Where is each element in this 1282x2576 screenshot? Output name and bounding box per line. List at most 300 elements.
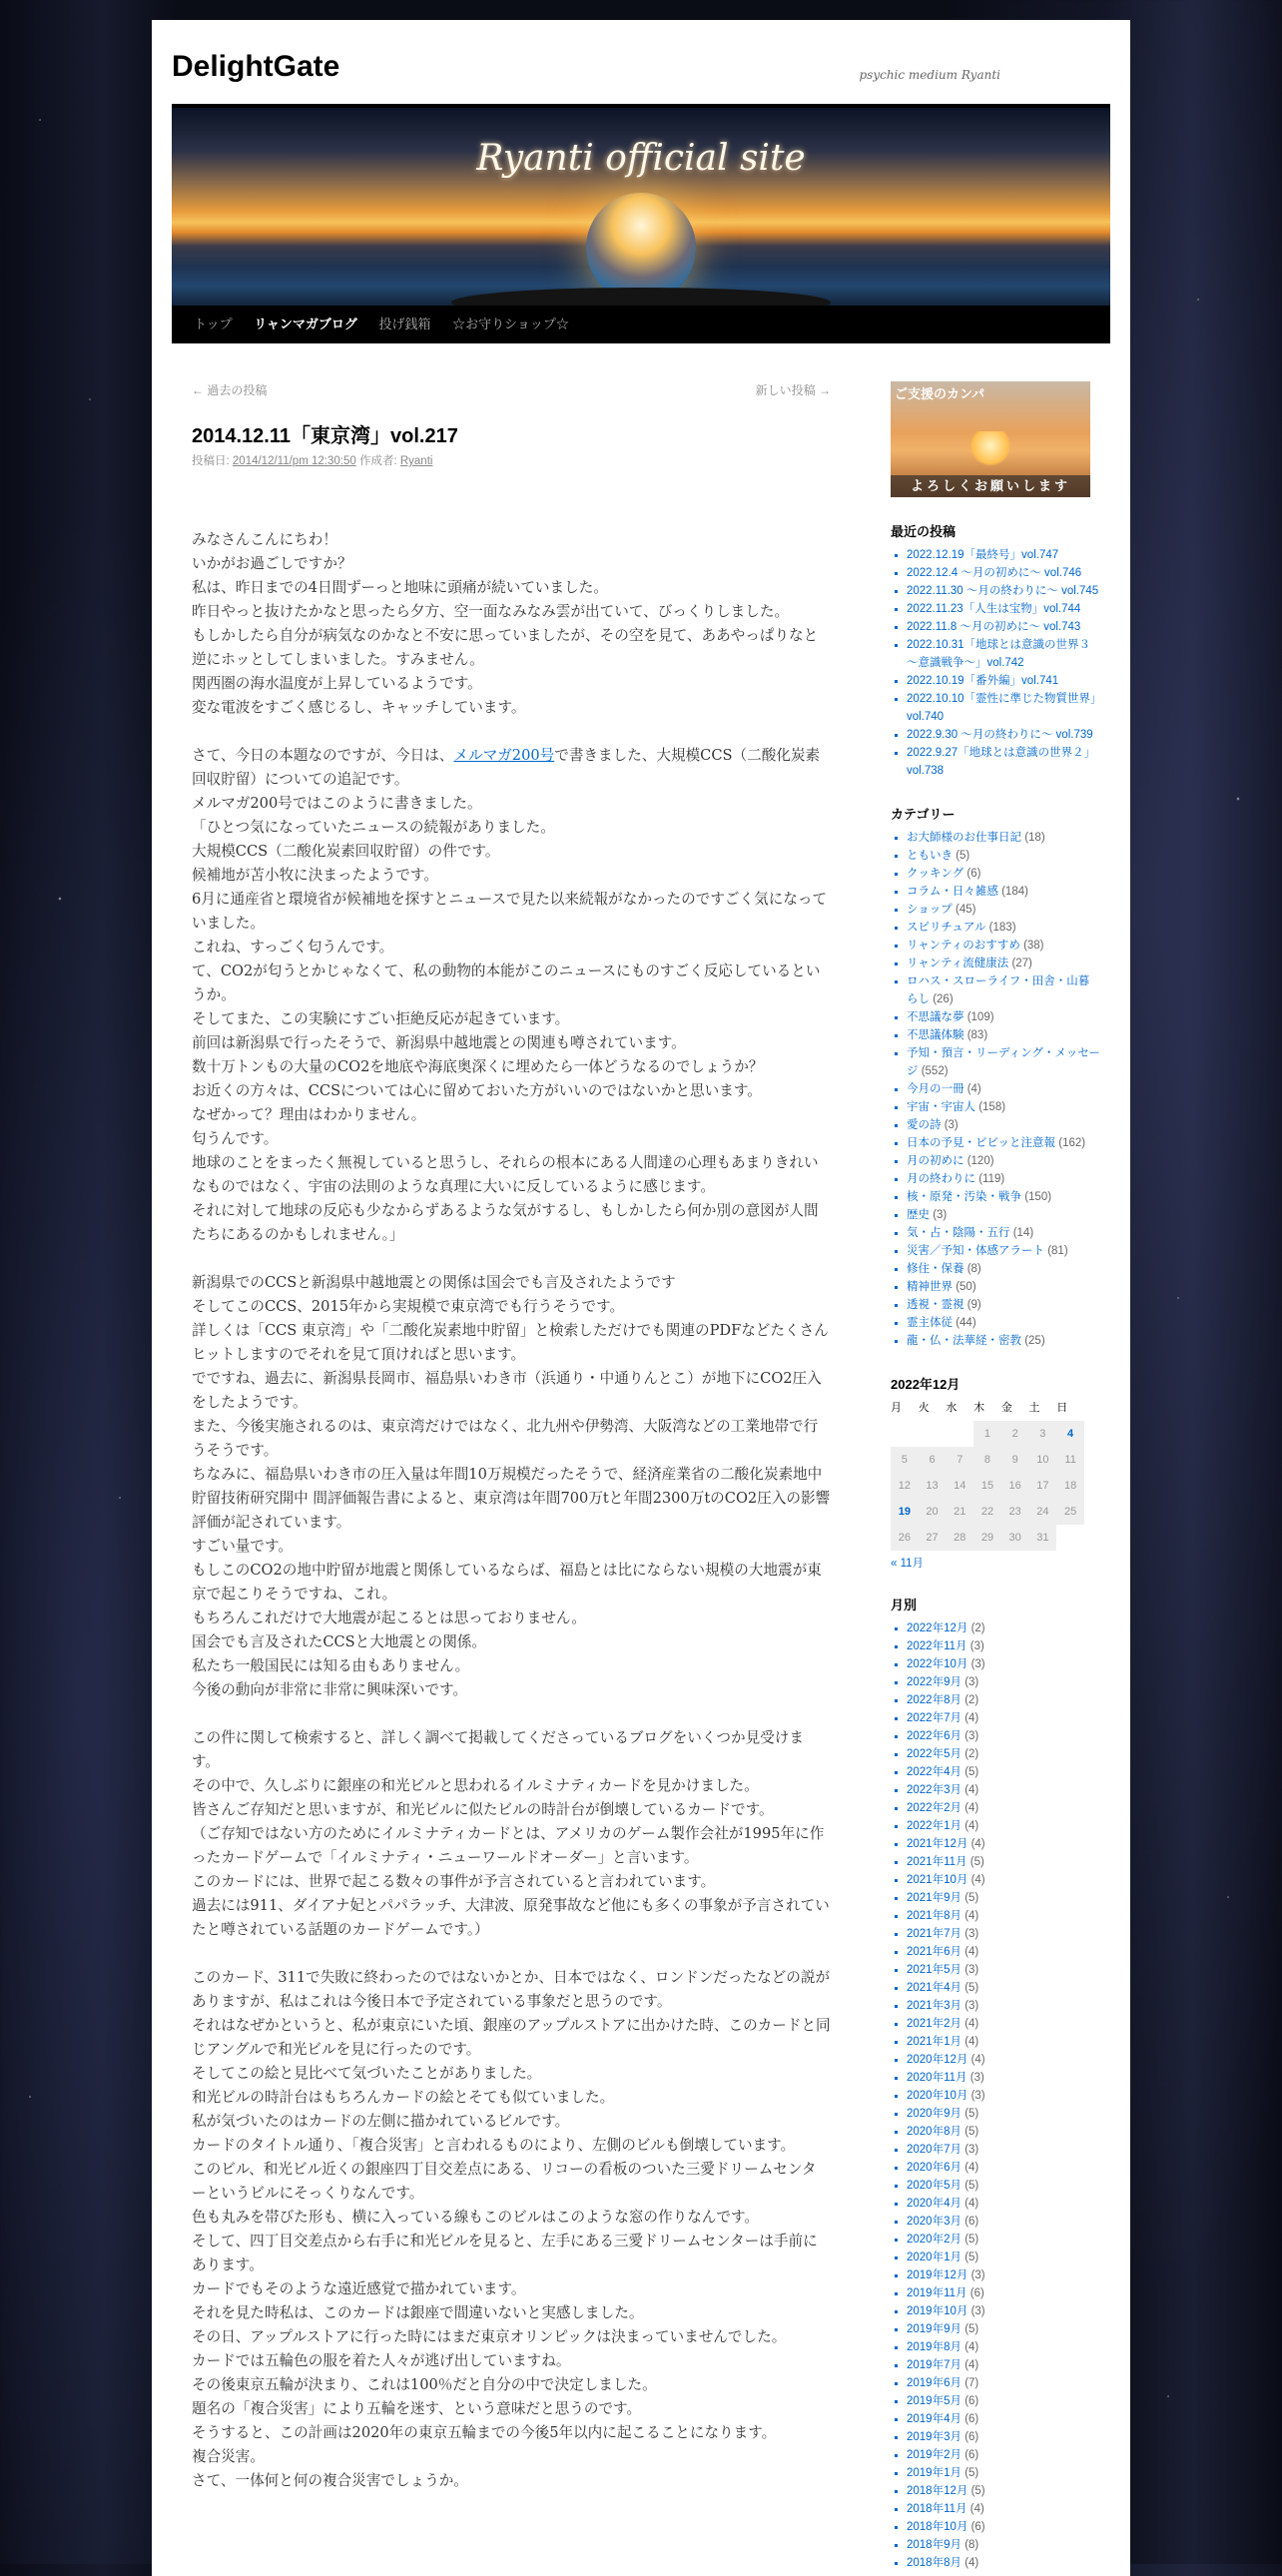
- calendar-day: 11: [1056, 1447, 1084, 1473]
- archive-item-link[interactable]: 2022年2月: [907, 1802, 962, 1814]
- archive-item-link[interactable]: 2018年9月: [907, 2539, 962, 2551]
- author-link[interactable]: Ryanti: [399, 455, 433, 467]
- archive-item-link[interactable]: 2018年12月: [907, 2485, 968, 2497]
- archive-item-link[interactable]: 2019年1月: [907, 2467, 962, 2479]
- archive-item: [907, 2087, 1100, 2105]
- category-item-count: (119): [978, 1173, 1005, 1185]
- category-item: [907, 919, 1100, 937]
- body-text-line: このビル、和光ビル近くの銀座四丁目交差点にある、リコーの看板のついた三愛ドリームセンターというビルにそっくりなんです。: [192, 2161, 817, 2202]
- category-item-link[interactable]: リャンティ流健康法: [907, 958, 1009, 969]
- archive-item: [907, 1673, 1100, 1691]
- recent-post-item: [907, 618, 1100, 636]
- recent-post-item-link[interactable]: 2022.11.8 ～月の初めに～ vol.743: [907, 621, 1081, 633]
- site-title[interactable]: DelightGate: [172, 50, 340, 83]
- post-nav-top: [192, 381, 831, 401]
- body-text-line: このカードには、世界で起こる数々の事件が予言されていると言われています。: [192, 1873, 716, 1890]
- archive-item-link[interactable]: 2020年12月: [907, 2054, 968, 2066]
- category-item-link[interactable]: スピリチュアル: [907, 922, 986, 934]
- nav-item-blog[interactable]: リャンマガブログ: [254, 317, 357, 331]
- archive-item-link[interactable]: 2022年9月: [907, 1676, 962, 1688]
- post-meta: [192, 452, 831, 468]
- body-text-line: それに対して地球の反応も少なからずあるような気がするし、もしかしたら何か別の意図が人間たちにあるのかもしれません。」: [192, 1202, 819, 1243]
- category-item-count: (109): [966, 1011, 994, 1023]
- category-item-link[interactable]: コラム・日々雑感: [907, 886, 998, 898]
- body-text: で書きました、大規模CCS（二酸化炭素回収貯留）についての追記です。: [192, 747, 821, 788]
- archive-item-link[interactable]: 2022年8月: [907, 1694, 962, 1706]
- archive-item-link[interactable]: 2020年2月: [907, 2234, 962, 2246]
- support-banner-title: ご支援のカンパ: [895, 386, 985, 401]
- archive-item: [907, 2033, 1100, 2051]
- archive-item-link[interactable]: 2020年7月: [907, 2144, 962, 2156]
- calendar-day: 3: [1029, 1421, 1057, 1447]
- archive-item: [907, 2141, 1100, 2159]
- archive-item-link[interactable]: 2020年3月: [907, 2216, 962, 2228]
- category-item-count: (18): [1024, 832, 1045, 844]
- archive-item-count: (5): [970, 2485, 985, 2497]
- category-item-count: (5): [956, 850, 970, 862]
- category-item-link[interactable]: 気・占・陰陽・五行: [907, 1227, 1010, 1239]
- category-item-link[interactable]: 月の初めに: [907, 1155, 964, 1167]
- category-item: [907, 829, 1100, 847]
- archive-item-link[interactable]: 2021年10月: [907, 1874, 968, 1886]
- archive-item: [907, 1655, 1100, 1673]
- calendar-day: 24: [1029, 1499, 1057, 1525]
- recent-post-item-link[interactable]: 2022.10.31「地球とは意識の世界３～意識戦争～」vol.742: [907, 639, 1091, 669]
- archive-item: [907, 1763, 1100, 1781]
- calendar-day: 20: [919, 1499, 947, 1525]
- archive-item: [907, 2320, 1100, 2338]
- calendar-day: 5: [891, 1447, 919, 1473]
- archive-item: [907, 2105, 1100, 2123]
- archive-item: [907, 1871, 1100, 1889]
- body-text-line: そしてこのCCS、2015年から実規模で東京湾でも行うそうです。: [192, 1298, 625, 1315]
- archive-item-link[interactable]: 2018年8月: [907, 2557, 962, 2569]
- archive-item-link[interactable]: 2021年1月: [907, 2036, 962, 2048]
- archive-item-link[interactable]: 2021年4月: [907, 1982, 962, 1994]
- body-text-line: 詳しくは「CCS 東京湾」や「二酸化炭素地中貯留」と検索しただけでも関連のPDFなどたくさんヒットしますのでそれを見て頂ければと思います。: [192, 1322, 829, 1363]
- archive-item-link[interactable]: 2020年10月: [907, 2090, 968, 2102]
- body-text-line: 複合災害。: [192, 2448, 265, 2465]
- archive-item: [907, 1925, 1100, 1943]
- category-item: [907, 1224, 1100, 1242]
- archive-item-link[interactable]: 2021年5月: [907, 1964, 962, 1976]
- mailmag-200-link[interactable]: メルマガ200号: [453, 747, 555, 764]
- archive-item-count: (4): [964, 2036, 979, 2048]
- nav-item-shop[interactable]: ☆お守りショップ☆: [452, 317, 569, 331]
- archive-item-link[interactable]: 2020年8月: [907, 2126, 962, 2138]
- archive-item-link[interactable]: 2022年11月: [907, 1640, 967, 1652]
- calendar-day: 9: [1001, 1447, 1029, 1473]
- post-paragraph: [192, 1271, 831, 1702]
- archive-item-link[interactable]: 2022年6月: [907, 1730, 962, 1742]
- archive-item-link[interactable]: 2019年10月: [907, 2305, 968, 2317]
- archive-item-link[interactable]: 2020年5月: [907, 2180, 962, 2192]
- category-item: [907, 1098, 1100, 1116]
- body-text-line: メルマガ200号ではこのように書きました。: [192, 795, 482, 812]
- category-item: [907, 883, 1100, 901]
- calendar-day: 28: [946, 1525, 973, 1551]
- archive-item-link[interactable]: 2021年8月: [907, 1910, 962, 1922]
- archive-item-link[interactable]: 2021年6月: [907, 1946, 962, 1958]
- archive-item-link[interactable]: 2022年7月: [907, 1712, 962, 1724]
- post-body: [192, 528, 831, 2493]
- category-item-link[interactable]: 精神世界: [907, 1281, 953, 1293]
- calendar-day[interactable]: 4: [1056, 1421, 1084, 1447]
- archive-item-link[interactable]: 2019年5月: [907, 2395, 962, 2407]
- category-item-link[interactable]: クッキング: [907, 868, 964, 880]
- body-text-line: また、今後実施されるのは、東京湾だけではなく、北九州や伊勢湾、大阪湾などの工業地帯で行うそうです。: [192, 1418, 819, 1459]
- category-item: [907, 1332, 1100, 1350]
- category-item-link[interactable]: 透視・霊視: [907, 1299, 964, 1311]
- archive-item-count: (3): [964, 1676, 979, 1688]
- archive-item-link[interactable]: 2019年6月: [907, 2377, 962, 2389]
- archive-item-count: (3): [970, 1658, 985, 1670]
- archive-item-count: (3): [969, 2072, 984, 2084]
- body-text-line: て、CO2が匂うとかじゃなくて、私の動物的本能がこのニュースにものすごく反応しているというか。: [192, 963, 821, 1003]
- archive-item-link[interactable]: 2019年3月: [907, 2431, 962, 2443]
- calendar-day: 21: [946, 1499, 973, 1525]
- calendar-day: 14: [946, 1473, 973, 1499]
- archive-item: [907, 1637, 1100, 1655]
- archive-item-link[interactable]: 2021年2月: [907, 2018, 962, 2030]
- archive-item-count: (4): [964, 2341, 979, 2353]
- calendar-day: 6: [919, 1447, 947, 1473]
- archive-item: [907, 1817, 1100, 1835]
- calendar-widget: [891, 1374, 1100, 1571]
- archive-item-count: (3): [970, 2090, 985, 2102]
- archive-item-link[interactable]: 2021年3月: [907, 2000, 962, 2012]
- archive-item-link[interactable]: 2020年1月: [907, 2252, 962, 2263]
- calendar-empty-cell: [1056, 1525, 1084, 1551]
- recent-post-item-link[interactable]: 2022.12.4 ～月の初めに～ vol.746: [907, 567, 1082, 579]
- archive-item-count: (5): [964, 2467, 979, 2479]
- archive-item-count: (5): [969, 1856, 984, 1868]
- archive-item-link[interactable]: 2020年9月: [907, 2108, 962, 2120]
- archive-item: [907, 1619, 1100, 1637]
- archive-item-link[interactable]: 2021年9月: [907, 1892, 962, 1904]
- category-item-count: (38): [1023, 940, 1044, 952]
- archive-item-link[interactable]: 2019年4月: [907, 2413, 962, 2425]
- body-text-line: 候補地が苫小牧に決まったようです。: [192, 867, 438, 884]
- category-item-link[interactable]: 核・原発・汚染・戦争: [907, 1191, 1021, 1203]
- category-item: [907, 901, 1100, 919]
- archive-item-link[interactable]: 2020年11月: [907, 2072, 967, 2084]
- archive-item: [907, 2069, 1100, 2087]
- calendar-table: [891, 1397, 1084, 1551]
- body-text-line: 大規模CCS（二酸化炭素回収貯留）の件です。: [192, 843, 500, 860]
- calendar-day: 27: [919, 1525, 947, 1551]
- archive-item-link[interactable]: 2019年2月: [907, 2449, 962, 2461]
- body-text-line: そうすると、この計画は2020年の東京五輪までの今後5年以内に起こることになります。: [192, 2424, 777, 2441]
- calendar-day: 7: [946, 1447, 973, 1473]
- category-item-link[interactable]: 愛の詩: [907, 1119, 942, 1131]
- category-item-link[interactable]: 今月の一冊: [907, 1083, 964, 1095]
- archive-item: [907, 2392, 1100, 2410]
- archive-item: [907, 2123, 1100, 2141]
- archive-item-link[interactable]: 2020年4月: [907, 2198, 962, 2210]
- body-text: さて、今日の本題なのですが、今日は、: [192, 747, 454, 764]
- category-item: [907, 1206, 1100, 1224]
- category-item: [907, 1080, 1100, 1098]
- archive-item-count: (2): [964, 1748, 979, 1760]
- archives-title: 月別: [891, 1598, 918, 1612]
- archive-item-count: (4): [969, 2503, 984, 2515]
- body-text-line: この件に関して検索すると、詳しく調べて掲載してくださっているブログをいくつか見受けます。: [192, 1729, 804, 1770]
- archive-item-count: (4): [964, 1802, 979, 1814]
- site-description: psychic medium Ryanti: [859, 68, 1000, 82]
- recent-post-item-link[interactable]: 2022.12.19「最終号」vol.747: [907, 549, 1059, 561]
- category-item-count: (120): [966, 1155, 994, 1167]
- archive-item-count: (2): [964, 1694, 979, 1706]
- archive-item-count: (4): [964, 2198, 979, 2210]
- category-item-link[interactable]: 修住・保養: [907, 1263, 964, 1275]
- category-item-count: (162): [1058, 1137, 1086, 1149]
- calendar-day: 12: [891, 1473, 919, 1499]
- recent-post-item-link[interactable]: 2022.10.10「霊性に準じた物質世界」vol.740: [907, 693, 1096, 723]
- calendar-day: 31: [1029, 1525, 1057, 1551]
- recent-post-item-link[interactable]: 2022.9.27「地球とは意識の世界２」vol.738: [907, 747, 1096, 777]
- archive-item-link[interactable]: 2019年8月: [907, 2341, 962, 2353]
- archive-item: [907, 2302, 1100, 2320]
- archive-item: [907, 2374, 1100, 2392]
- archive-item: [907, 1745, 1100, 1763]
- archive-item: [907, 1799, 1100, 1817]
- archive-item-count: (6): [970, 2521, 985, 2533]
- category-item-link[interactable]: 歴史: [907, 1209, 930, 1221]
- post-paragraph: [192, 1966, 831, 2493]
- calendar-day: 25: [1056, 1499, 1084, 1525]
- archive-item-count: (4): [970, 2054, 985, 2066]
- archive-item-count: (4): [964, 1910, 979, 1922]
- recent-post-item: [907, 582, 1100, 600]
- calendar-empty-cell: [891, 1421, 919, 1447]
- archive-item-link[interactable]: 2018年11月: [907, 2503, 967, 2515]
- archive-item: [907, 1781, 1100, 1799]
- archive-item-count: (5): [964, 2234, 979, 2246]
- recent-post-item: [907, 564, 1100, 582]
- category-item-link[interactable]: 龍・仏・法華経・密教: [907, 1335, 1021, 1347]
- archive-item-link[interactable]: 2020年6月: [907, 2162, 962, 2174]
- body-text-line: もしこのCO2の地中貯留が地震と関係しているならば、福島とは比にならない規模の大地震が東京で起こりそうですね、これ。: [192, 1562, 822, 1603]
- recent-post-item: [907, 600, 1100, 618]
- banner-title: Ryanti official site: [476, 138, 806, 179]
- archive-item-link[interactable]: 2022年3月: [907, 1784, 962, 1796]
- body-text-line: カードでもそのような遠近感覚で描かれています。: [192, 2280, 526, 2297]
- calendar-day: 23: [1001, 1499, 1029, 1525]
- category-item: [907, 1314, 1100, 1332]
- category-item-count: (184): [1001, 886, 1028, 898]
- archive-item-count: (6): [964, 2413, 979, 2425]
- nav-item-tip-box[interactable]: 投げ銭箱: [378, 317, 431, 331]
- recent-posts-list: [891, 546, 1100, 780]
- body-text-line: 私が気づいたのはカードの左側に描かれているビルです。: [192, 2113, 570, 2130]
- category-item-link[interactable]: リャンティのおすすめ: [907, 940, 1020, 952]
- archive-item-count: (4): [964, 2359, 979, 2371]
- body-text-line: カードでは五輪色の服を着た人々が逃げ出していますね。: [192, 2352, 571, 2369]
- calendar-day: 16: [1001, 1473, 1029, 1499]
- body-text-line: その日、アップルストアに行った時にはまだ東京オリンピックは決まっていませんでした。: [192, 2328, 787, 2345]
- archive-item-count: (2): [970, 1622, 985, 1634]
- category-item-count: (3): [933, 1209, 948, 1221]
- post-paragraph: [192, 744, 831, 1247]
- category-item: [907, 1278, 1100, 1296]
- archive-item-count: (8): [964, 2539, 979, 2551]
- archives-list: [891, 1619, 1100, 2572]
- archive-item-link[interactable]: 2022年1月: [907, 1820, 962, 1832]
- archive-item: [907, 2284, 1100, 2302]
- calendar-day: 15: [973, 1473, 1001, 1499]
- categories-list: [891, 829, 1100, 1350]
- category-item-link[interactable]: ロハス・スローライフ・田舎・山暮らし: [907, 975, 1090, 1005]
- archive-item: [907, 1997, 1100, 2015]
- calendar-prev-month-link[interactable]: « 11月: [891, 1558, 925, 1570]
- archive-item: [907, 1907, 1100, 1925]
- archive-item-count: (3): [969, 1640, 984, 1652]
- archive-item-link[interactable]: 2019年9月: [907, 2323, 962, 2335]
- archive-item: [907, 2446, 1100, 2464]
- category-item-link[interactable]: 不思議な夢: [907, 1011, 964, 1023]
- category-item-count: (44): [956, 1317, 976, 1329]
- body-text-line: それを見た時私は、このカードは銀座で間違いないと実感しました。: [192, 2304, 644, 2321]
- archive-item: [907, 1961, 1100, 1979]
- body-text-line: みなさんこんにちわ！: [192, 531, 337, 548]
- category-item-count: (3): [944, 1119, 959, 1131]
- support-donation-banner[interactable]: [891, 381, 1090, 497]
- archive-item-count: (5): [964, 2252, 979, 2263]
- category-item-link[interactable]: ともいき: [907, 850, 953, 862]
- archive-item-link[interactable]: 2021年7月: [907, 1928, 962, 1940]
- archive-item-count: (6): [964, 2216, 979, 2228]
- archive-item-link[interactable]: 2021年11月: [907, 1856, 967, 1868]
- nav-item-top[interactable]: トップ: [194, 317, 233, 331]
- archive-item: [907, 2266, 1100, 2284]
- archive-item-link[interactable]: 2022年10月: [907, 1658, 968, 1670]
- body-text-line: 数十万トンもの大量のCO2を地底や海底奥深くに埋めたら一体どうなるのでしょうか？: [192, 1058, 764, 1075]
- category-item: [907, 972, 1100, 1008]
- recent-post-item: [907, 690, 1100, 726]
- meta-prefix: 投稿日:: [192, 455, 230, 467]
- archives-widget: [891, 1595, 1100, 2572]
- calendar-weekday: 水: [946, 1402, 958, 1414]
- category-item-link[interactable]: 不思議体験: [907, 1029, 964, 1041]
- recent-post-item-link[interactable]: 2022.11.23「人生は宝物」vol.744: [907, 603, 1081, 615]
- category-item: [907, 1026, 1100, 1044]
- sidebar: [891, 381, 1100, 2572]
- next-post-link[interactable]: 新しい投稿 →: [755, 383, 831, 397]
- archive-item-link[interactable]: 2022年12月: [907, 1622, 968, 1634]
- category-item-count: (50): [956, 1281, 976, 1293]
- crystal-ball-image: [586, 193, 696, 303]
- archive-item-count: (4): [964, 1712, 979, 1724]
- calendar-day: 30: [1001, 1525, 1029, 1551]
- archive-item-link[interactable]: 2019年7月: [907, 2359, 962, 2371]
- archive-item-link[interactable]: 2019年12月: [907, 2269, 968, 2281]
- calendar-weekday: 月: [891, 1402, 902, 1414]
- category-item-count: (8): [966, 1263, 981, 1275]
- category-item-count: (158): [978, 1101, 1006, 1113]
- archive-item-link[interactable]: 2022年4月: [907, 1766, 962, 1778]
- category-item: [907, 1152, 1100, 1170]
- body-text-line: 前回は新潟県で行ったそうで、新潟県中越地震との関連も噂されています。: [192, 1034, 686, 1051]
- archive-item-link[interactable]: 2019年11月: [907, 2287, 967, 2299]
- recent-posts-title: 最近の投稿: [891, 524, 957, 539]
- body-text-line: 私は、昨日までの4日間ずーっと地味に頭痛が続いていました。: [192, 579, 608, 596]
- category-item-count: (4): [966, 1083, 981, 1095]
- archive-item-count: (5): [964, 1982, 979, 1994]
- body-text-line: 6月に通産省と環境省が候補地を探すとニュースで見た以来続報がなかったのですごく気になっていました。: [192, 891, 828, 932]
- prev-post-link[interactable]: ← 過去の投稿: [192, 383, 268, 397]
- archive-item-count: (5): [964, 2108, 979, 2120]
- calendar-day: 1: [973, 1421, 1001, 1447]
- recent-post-item-link[interactable]: 2022.11.30 ～月の終わりに～ vol.745: [907, 585, 1099, 597]
- archive-item: [907, 2410, 1100, 2428]
- archive-item: [907, 2159, 1100, 2177]
- category-item-link[interactable]: 日本の予見・ビビッと注意報: [907, 1137, 1056, 1149]
- archive-item: [907, 1979, 1100, 1997]
- category-item: [907, 847, 1100, 865]
- category-item-link[interactable]: 予知・預言・リーディング・メッセージ: [907, 1047, 1100, 1077]
- calendar-day[interactable]: 19: [891, 1499, 919, 1525]
- category-item-link[interactable]: 宇宙・宇宙人: [907, 1101, 975, 1113]
- body-text-line: いかがお過ごしですか？: [192, 555, 352, 572]
- archive-item-link[interactable]: 2021年12月: [907, 1838, 968, 1850]
- archive-item-link[interactable]: 2022年5月: [907, 1748, 962, 1760]
- recent-post-item-link[interactable]: 2022.9.30 ～月の終わりに～ vol.739: [907, 729, 1093, 741]
- archive-item: [907, 1727, 1100, 1745]
- category-item-count: (27): [1011, 958, 1032, 969]
- body-text-line: そして、四丁目交差点から右手に和光ビルを見ると、左手にある三愛ドリームセンターは手前にあります。: [192, 2233, 818, 2273]
- body-text-line: 色も丸みを帯びた形も、横に入っている線もこのビルはこのような窓の作りなんです。: [192, 2209, 759, 2226]
- recent-post-item: [907, 744, 1100, 780]
- body-text-line: 変な電波をすごく感じるし、キャッチしています。: [192, 699, 526, 716]
- category-item-count: (45): [955, 904, 976, 916]
- body-text-line: その中で、久しぶりに銀座の和光ビルと思われるイルミナティカードを見かけました。: [192, 1777, 759, 1794]
- category-item-link[interactable]: ショップ: [907, 904, 953, 916]
- post-title: 2014.12.11「東京湾」vol.217: [192, 425, 458, 447]
- calendar-day: 10: [1029, 1447, 1057, 1473]
- archive-item: [907, 2231, 1100, 2249]
- category-item: [907, 1008, 1100, 1026]
- page-wrapper: [152, 20, 1130, 2576]
- category-item-link[interactable]: 霊主体従: [907, 1317, 953, 1329]
- calendar-weekday: 火: [918, 1402, 930, 1414]
- archive-item-count: (3): [970, 2305, 985, 2317]
- recent-post-item: [907, 636, 1100, 672]
- category-item-count: (83): [966, 1029, 988, 1041]
- body-text-line: 私たち一般国民には知る由もありません。: [192, 1657, 470, 1674]
- archive-item: [907, 2500, 1100, 2518]
- calendar-day: 2: [1001, 1421, 1029, 1447]
- category-item-link[interactable]: 災害／予知・体感アラート: [907, 1245, 1044, 1257]
- archive-item-count: (3): [964, 1730, 979, 1742]
- category-item: [907, 1134, 1100, 1152]
- category-item-link[interactable]: お大師様のお仕事日記: [907, 832, 1021, 844]
- archive-item: [907, 2195, 1100, 2213]
- body-text-line: 匂うんです。: [192, 1130, 279, 1147]
- category-item: [907, 1188, 1100, 1206]
- post-content: [192, 381, 831, 2517]
- recent-post-item-link[interactable]: 2022.10.19「番外編」vol.741: [907, 675, 1059, 687]
- categories-widget: [891, 804, 1100, 1350]
- post-date-link[interactable]: 2014/12/11/pm 12:30:50: [232, 455, 356, 467]
- archive-item: [907, 2464, 1100, 2482]
- body-text-line: 題名の「複合災害」により五輪を迷す、という意味だと思うのです。: [192, 2400, 642, 2417]
- body-text-line: カードのタイトル通り、「複合災害」と言われるものにより、左側のビルも倒壊しています。: [192, 2137, 796, 2154]
- archive-item-link[interactable]: 2018年10月: [907, 2521, 968, 2533]
- category-item: [907, 1116, 1100, 1134]
- body-text-line: それはなぜかというと、私が東京にいた頃、銀座のアップルストアに出かけた時、このカードと同じアングルで和光ビルを見に行ったのです。: [192, 2017, 831, 2058]
- category-item-link[interactable]: 月の終わりに: [907, 1173, 975, 1185]
